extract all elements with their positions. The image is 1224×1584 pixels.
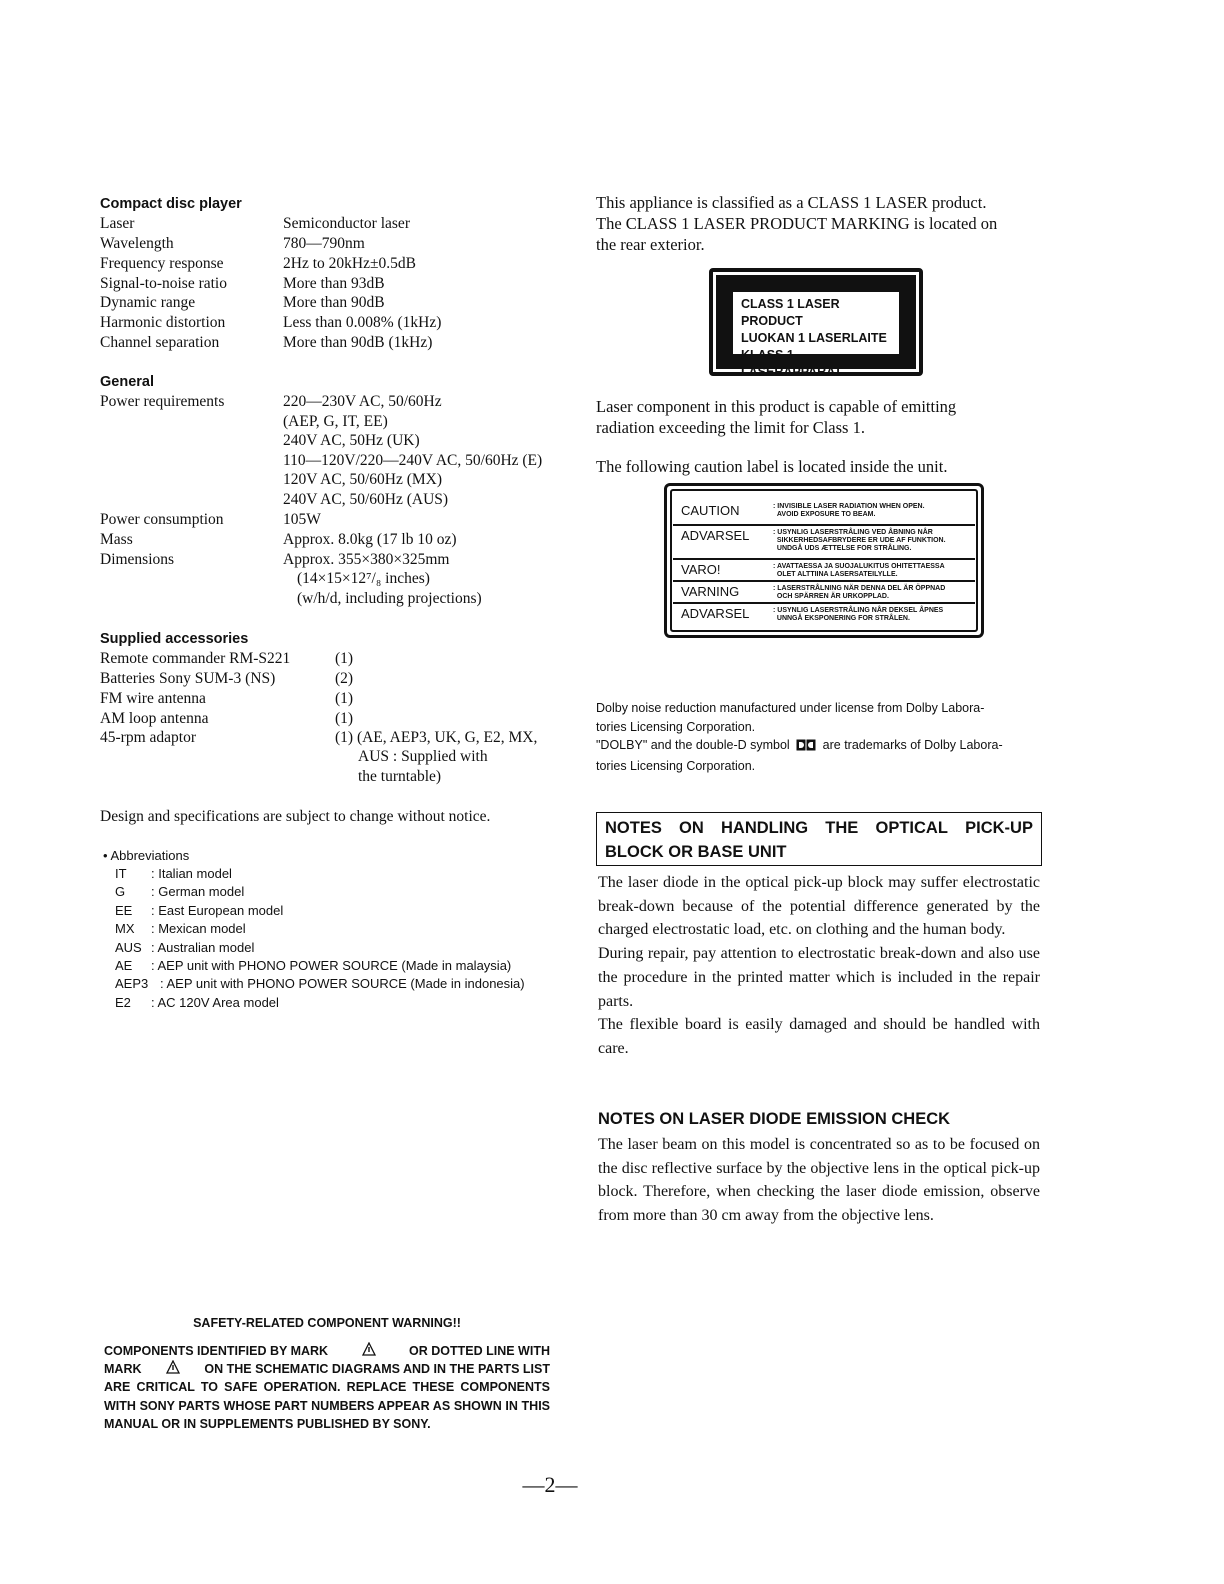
spec-value: Approx. 355×380×325mm bbox=[283, 551, 450, 568]
abbr-code: E2 bbox=[115, 995, 131, 1010]
dolby-line: Dolby noise reduction manufactured under license from Dolby Labora- bbox=[596, 701, 985, 715]
safety-text: OR DOTTED LINE WITH bbox=[409, 1344, 550, 1358]
spec-value: (w/h/d, including projections) bbox=[297, 590, 482, 607]
title-word: PICK-UP bbox=[965, 819, 1033, 837]
spec-label: Power consumption bbox=[100, 511, 224, 528]
title-word: THE bbox=[825, 819, 859, 837]
paragraph: The laser diode in the optical pick-up block may suffer electrostatic break-down because of the potential difference generated by the charged electrostatic load, etc. on clothing and the human body. bbox=[598, 874, 1040, 939]
notes-emission-title: NOTES ON LASER DIODE EMISSION CHECK bbox=[598, 1110, 951, 1128]
caution-row bbox=[673, 582, 975, 604]
abbr-code: AEP3 bbox=[115, 976, 149, 991]
spec-label: Frequency response bbox=[100, 255, 224, 272]
caution-text: : AVATTAESSA JA SUOJALUKITUS OHITETTAESSA OLET ALTTIINA LASERSATEILYLLE. bbox=[773, 563, 945, 578]
accessory-note: the turntable) bbox=[358, 768, 442, 785]
caution-row bbox=[673, 604, 975, 624]
paragraph: The flexible board is easily damaged and should be handled with care. bbox=[598, 1016, 1040, 1057]
abbr-desc: : German model bbox=[151, 884, 245, 899]
accessory-qty: (1) bbox=[335, 710, 354, 727]
spec-value: More than 93dB bbox=[283, 275, 385, 292]
accessories-heading: Supplied accessories bbox=[100, 631, 249, 647]
spec-value: 105W bbox=[283, 511, 321, 528]
spec-label: Dynamic range bbox=[100, 294, 196, 311]
spec-value: More than 90dB bbox=[283, 294, 385, 311]
safety-text: MARK bbox=[104, 1362, 142, 1376]
spec-label: Signal-to-noise ratio bbox=[100, 275, 227, 292]
caution-key: VARNING bbox=[681, 584, 740, 599]
accessory-label: FM wire antenna bbox=[100, 690, 206, 707]
accessory-qty: (1) bbox=[335, 650, 354, 667]
page-number: —2— bbox=[522, 1472, 578, 1497]
spec-label: Power requirements bbox=[100, 393, 225, 410]
spec-label: Wavelength bbox=[100, 235, 174, 252]
design-note: Design and specifications are subject to change without notice. bbox=[100, 808, 491, 825]
abbr-code: MX bbox=[115, 921, 135, 936]
spec-value: Approx. 8.0kg (17 lb 10 oz) bbox=[283, 531, 457, 548]
title-word: NOTES bbox=[605, 819, 662, 837]
caution-text: : USYNLIG LASERSTRÅLING NÅR DEKSEL ÅPNES UNNGÅ EKSPONERING FOR STRÅLEN. bbox=[773, 607, 944, 622]
notes-handling-title-line2: BLOCK OR BASE UNIT bbox=[605, 843, 787, 861]
safety-body: ARE CRITICAL TO SAFE OPERATION. REPLACE THESE COMPONENTS WITH SONY PARTS WHOSE PART NUMBERS APPEAR AS SHOWN IN THIS MANUAL OR IN SUPPLEMENTS PUBLISHED BY SONY. bbox=[104, 1380, 550, 1431]
abbr-desc: : Australian model bbox=[151, 940, 255, 955]
warning-triangle-icon bbox=[362, 1342, 376, 1362]
safety-heading: SAFETY-RELATED COMPONENT WARNING!! bbox=[193, 1316, 461, 1330]
abbr-desc: : AEP unit with PHONO POWER SOURCE (Made in indonesia) bbox=[160, 976, 525, 991]
spec-label: Mass bbox=[100, 531, 133, 548]
accessory-qty: (2) bbox=[335, 670, 354, 687]
spec-value: Semiconductor laser bbox=[283, 215, 410, 232]
safety-line-1 bbox=[104, 1342, 550, 1362]
caution-key: VARO! bbox=[681, 562, 721, 577]
caution-label bbox=[664, 483, 984, 638]
label-line: LUOKAN 1 LASERLAITE bbox=[741, 331, 887, 345]
laser-component-text-2: radiation exceeding the limit for Class 1. bbox=[596, 418, 865, 437]
label-line: KLASS 1 LASERAPPARAT bbox=[741, 348, 842, 379]
safety-text: ON THE SCHEMATIC DIAGRAMS AND IN THE PARTS LIST bbox=[204, 1362, 550, 1376]
spec-label: Channel separation bbox=[100, 334, 220, 351]
spec-value: 2Hz to 20kHz±0.5dB bbox=[283, 255, 416, 272]
accessory-qty: (1) (AE, AEP3, UK, G, E2, MX, bbox=[335, 729, 538, 746]
accessory-label: Remote commander RM-S221 bbox=[100, 650, 291, 667]
accessory-label: Batteries Sony SUM-3 (NS) bbox=[100, 670, 276, 687]
dolby-line: tories Licensing Corporation. bbox=[596, 758, 756, 773]
caution-row bbox=[673, 526, 975, 560]
caution-key: ADVARSEL bbox=[681, 528, 750, 543]
notes-emission-body: The laser beam on this model is concentrated so as to be focused on the disc reflective surface by the objective lens in the optical pick-up block. Therefore, when checking the laser diode emission, observe from more than 30 cm away from the objective lens. bbox=[598, 1136, 1040, 1225]
accessory-qty: (1) bbox=[335, 690, 354, 707]
notes-handling-title-line1 bbox=[605, 819, 1033, 838]
caution-text: : INVISIBLE LASER RADIATION WHEN OPEN. AVOID EXPOSURE TO BEAM. bbox=[773, 503, 925, 518]
spec-value: 220—230V AC, 50/60Hz bbox=[283, 393, 442, 410]
dolby-note bbox=[596, 699, 1040, 775]
abbr-code: G bbox=[115, 884, 126, 899]
class1-text-3: the rear exterior. bbox=[596, 235, 705, 254]
title-word: OPTICAL bbox=[875, 819, 948, 837]
safety-line-2 bbox=[104, 1360, 550, 1380]
accessory-note: AUS : Supplied with bbox=[358, 748, 488, 765]
abbr-code: EE bbox=[115, 903, 133, 918]
abbr-code: AE bbox=[115, 958, 133, 973]
caution-key: ADVARSEL bbox=[681, 606, 750, 621]
caution-intro: The following caution label is located inside the unit. bbox=[596, 457, 948, 476]
abbr-desc: : Mexican model bbox=[151, 921, 246, 936]
abbr-desc: : East European model bbox=[151, 903, 284, 918]
safety-text: COMPONENTS IDENTIFIED BY MARK bbox=[104, 1344, 329, 1358]
spec-value: Less than 0.008% (1kHz) bbox=[283, 314, 442, 331]
dolby-double-d-icon bbox=[796, 738, 816, 757]
caution-text: : USYNLIG LASERSTRÅLING VED ÅBNING NÅR SIKKERHEDSAFBRYDERE ER UDE AF FUNKTION. UNDGÅ UDS ÆTTELSE FOR STRÅLING. bbox=[773, 529, 946, 552]
abbr-code: AUS bbox=[115, 940, 142, 955]
spec-value: 120V AC, 50/60Hz (MX) bbox=[283, 471, 443, 488]
dolby-line: tories Licensing Corporation. bbox=[596, 719, 756, 734]
class1-text-1: This appliance is classified as a CLASS 1 LASER product. bbox=[596, 193, 987, 212]
caution-row bbox=[673, 498, 975, 526]
class1-laser-label bbox=[709, 268, 923, 379]
abbr-desc: : Italian model bbox=[151, 866, 232, 881]
spec-label: Harmonic distortion bbox=[100, 314, 226, 331]
accessory-label: AM loop antenna bbox=[100, 710, 209, 727]
class1-text-2: The CLASS 1 LASER PRODUCT MARKING is located on bbox=[596, 214, 998, 233]
notes-handling-body bbox=[598, 871, 1040, 1061]
paragraph: During repair, pay attention to electrostatic break-down and also use the procedure in the printed matter which is included in the repair parts. bbox=[598, 945, 1040, 1010]
spec-value: 240V AC, 50Hz (UK) bbox=[283, 432, 420, 449]
class1-label-text bbox=[733, 292, 899, 379]
spec-value: 240V AC, 50/60Hz (AUS) bbox=[283, 491, 449, 508]
title-word: HANDLING bbox=[721, 819, 809, 837]
caution-row bbox=[673, 560, 975, 582]
cd-player-heading: Compact disc player bbox=[100, 196, 242, 212]
abbr-desc: : AEP unit with PHONO POWER SOURCE (Made in malaysia) bbox=[151, 958, 512, 973]
general-heading: General bbox=[100, 374, 154, 390]
notes-handling-title-box bbox=[596, 812, 1042, 866]
accessory-label: 45-rpm adaptor bbox=[100, 729, 196, 746]
label-line: CLASS 1 LASER PRODUCT bbox=[741, 297, 840, 328]
warning-triangle-icon bbox=[166, 1360, 180, 1380]
caution-key: CAUTION bbox=[681, 503, 740, 518]
spec-value: (14×15×12⁷/₈ inches) bbox=[297, 570, 430, 587]
caution-text: : LASERSTRÅLNING NÄR DENNA DEL ÄR ÖPPNAD OCH SPÄRREN ÄR URKOPPLAD. bbox=[773, 585, 946, 600]
abbr-desc: : AC 120V Area model bbox=[151, 995, 279, 1010]
abbr-code: IT bbox=[115, 866, 127, 881]
spec-value: 780—790nm bbox=[283, 235, 365, 252]
spec-label: Laser bbox=[100, 215, 135, 232]
spec-value: (AEP, G, IT, EE) bbox=[283, 413, 388, 430]
spec-label: Dimensions bbox=[100, 551, 175, 568]
spec-value: 110—120V/220—240V AC, 50/60Hz (E) bbox=[283, 452, 543, 469]
abbreviations-heading: • Abbreviations bbox=[103, 848, 190, 863]
title-word: ON bbox=[679, 819, 704, 837]
dolby-line: "DOLBY" and the double-D symbol are trademarks of Dolby Labora- bbox=[596, 736, 1040, 757]
laser-component-text-1: Laser component in this product is capable of emitting bbox=[596, 397, 957, 416]
spec-value: More than 90dB (1kHz) bbox=[283, 334, 433, 351]
